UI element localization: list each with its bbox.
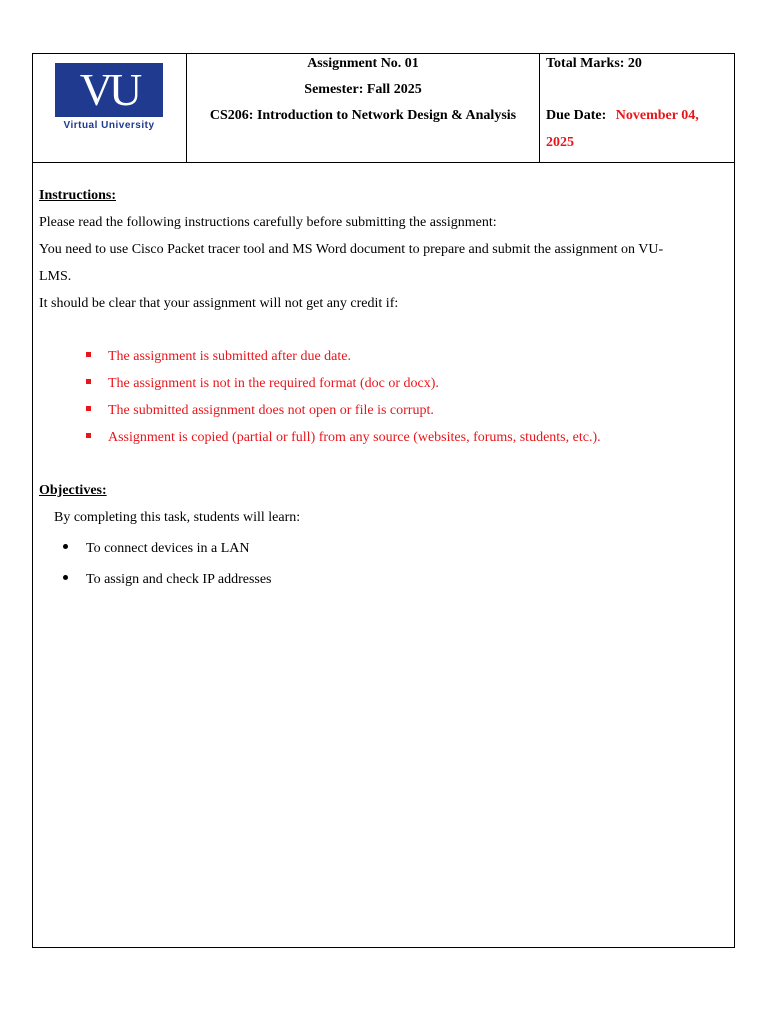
title-cell bbox=[187, 54, 540, 162]
due-date-year: 2025 bbox=[546, 135, 574, 150]
condition-item: The submitted assignment does not open or file is corrupt. bbox=[86, 403, 434, 419]
page-frame bbox=[32, 53, 735, 948]
square-bullet-icon bbox=[86, 406, 91, 411]
credit-line: It should be clear that your assignment will not get any credit if: bbox=[39, 296, 399, 311]
objective-item: To connect devices in a LAN bbox=[63, 541, 249, 557]
due-date bbox=[546, 108, 699, 124]
square-bullet-icon bbox=[86, 379, 91, 384]
total-marks: Total Marks: 20 bbox=[546, 56, 642, 71]
course-title: CS206: Introduction to Network Design & Analysis bbox=[209, 108, 517, 123]
header-table bbox=[33, 54, 734, 163]
objectives-intro: By completing this task, students will learn: bbox=[54, 510, 301, 525]
round-bullet-icon bbox=[63, 575, 68, 580]
condition-item: Assignment is copied (partial or full) from any source (websites, forums, students, etc.). bbox=[86, 430, 601, 446]
semester: Semester: Fall 2025 bbox=[304, 82, 422, 97]
marks-cell bbox=[540, 54, 734, 162]
instructions-heading: Instructions: bbox=[39, 188, 117, 203]
square-bullet-icon bbox=[86, 352, 91, 357]
assignment-number: Assignment No. 01 bbox=[307, 56, 419, 71]
condition-item: The assignment is not in the required format (doc or docx). bbox=[86, 376, 439, 392]
tool-line-cont: LMS. bbox=[39, 269, 72, 284]
logo-cell bbox=[33, 54, 187, 162]
instructions-intro: Please read the following instructions carefully before submitting the assignment: bbox=[39, 215, 497, 230]
logo-text: VU bbox=[79, 64, 139, 115]
logo-caption: Virtual University bbox=[63, 120, 155, 131]
tool-line: You need to use Cisco Packet tracer tool and MS Word document to prepare and submit the assignment on VU- bbox=[39, 242, 664, 257]
objectives-heading: Objectives: bbox=[39, 483, 107, 498]
condition-item: The assignment is submitted after due date. bbox=[86, 349, 351, 365]
vu-logo bbox=[55, 63, 163, 117]
objective-item: To assign and check IP addresses bbox=[63, 572, 272, 588]
due-date-value: November 04, bbox=[615, 108, 699, 123]
round-bullet-icon bbox=[63, 544, 68, 549]
due-date-label: Due Date: bbox=[546, 108, 607, 123]
square-bullet-icon bbox=[86, 433, 91, 438]
